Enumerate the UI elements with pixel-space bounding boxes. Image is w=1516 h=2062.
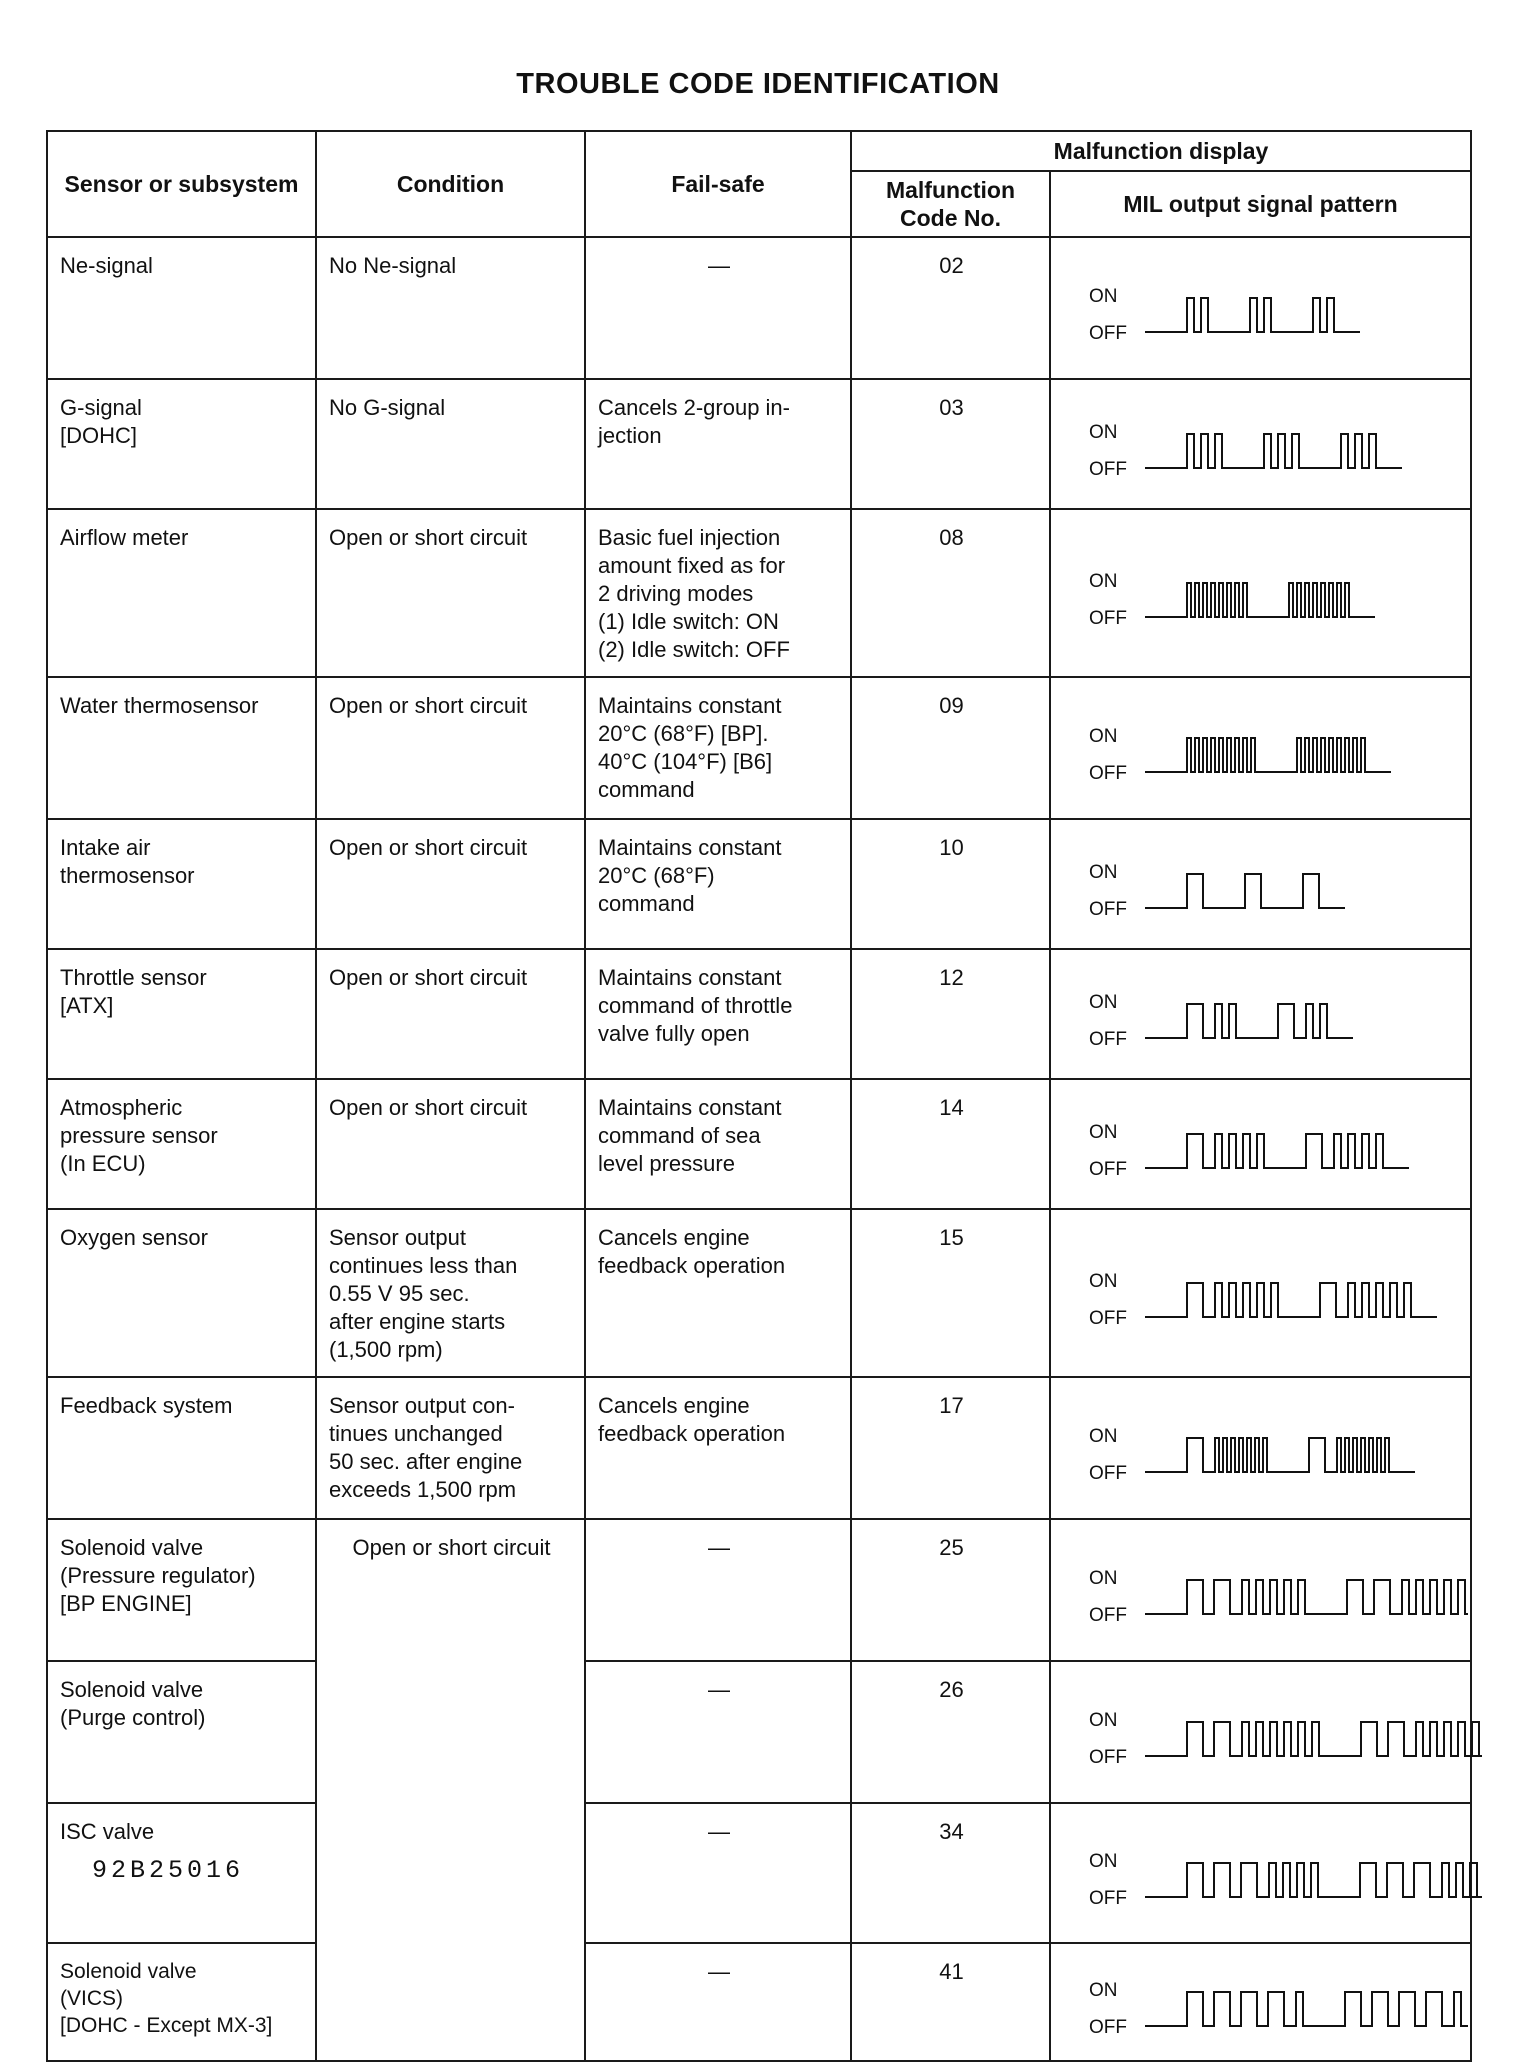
header-failsafe: Fail-safe bbox=[585, 131, 851, 237]
sensor-cell: Oxygen sensor bbox=[47, 1209, 316, 1377]
header-condition: Condition bbox=[316, 131, 585, 237]
signal-cell bbox=[1050, 1803, 1471, 1943]
on-label: ON bbox=[1089, 1710, 1118, 1731]
off-label: OFF bbox=[1089, 1605, 1127, 1626]
table-row bbox=[47, 379, 1471, 509]
failsafe-cell: — bbox=[585, 1943, 851, 2061]
off-label: OFF bbox=[1089, 1747, 1127, 1768]
on-label: ON bbox=[1089, 1568, 1118, 1589]
signal-waveform bbox=[1145, 1134, 1409, 1168]
table-row bbox=[47, 509, 1471, 677]
mil-signal-pattern-15 bbox=[1063, 1224, 1482, 1370]
signal-cell bbox=[1050, 819, 1471, 949]
sensor-cell: Solenoid valve (Pressure regulator) [BP ENGINE] bbox=[47, 1519, 316, 1661]
off-label: OFF bbox=[1089, 1029, 1127, 1050]
failsafe-cell: Basic fuel injection amount fixed as for 2 driving modes (1) Idle switch: ON (2) Idle switch: OFF bbox=[585, 509, 851, 677]
code-cell: 17 bbox=[851, 1377, 1050, 1519]
failsafe-cell: Cancels 2-group in- jection bbox=[585, 379, 851, 509]
mil-signal-pattern-10 bbox=[1063, 834, 1482, 942]
table-row bbox=[47, 949, 1471, 1079]
sensor-cell: Throttle sensor [ATX] bbox=[47, 949, 316, 1079]
signal-cell bbox=[1050, 379, 1471, 509]
failsafe-cell: — bbox=[585, 1661, 851, 1803]
signal-cell bbox=[1050, 1079, 1471, 1209]
failsafe-cell: Maintains constant 20°C (68°F) [BP]. 40°C (104°F) [B6] command bbox=[585, 677, 851, 819]
document-code: 92B25016 bbox=[92, 1856, 245, 1885]
signal-waveform bbox=[1145, 1283, 1437, 1317]
on-label: ON bbox=[1089, 1851, 1118, 1872]
signal-waveform bbox=[1145, 1992, 1468, 2026]
mil-signal-pattern-03 bbox=[1063, 394, 1482, 502]
sensor-cell: G-signal [DOHC] bbox=[47, 379, 316, 509]
on-label: ON bbox=[1089, 1426, 1118, 1447]
signal-cell bbox=[1050, 1661, 1471, 1803]
condition-cell: No Ne-signal bbox=[316, 237, 585, 379]
signal-waveform bbox=[1145, 434, 1402, 468]
on-label: ON bbox=[1089, 862, 1118, 883]
mil-signal-pattern-14 bbox=[1063, 1094, 1482, 1202]
condition-cell: Open or short circuit bbox=[316, 1079, 585, 1209]
signal-waveform bbox=[1145, 1722, 1482, 1756]
sensor-cell: ISC valve bbox=[47, 1803, 316, 1943]
sensor-cell: Solenoid valve (Purge control) bbox=[47, 1661, 316, 1803]
signal-cell bbox=[1050, 949, 1471, 1079]
mil-signal-pattern-25 bbox=[1063, 1534, 1482, 1654]
off-label: OFF bbox=[1089, 323, 1127, 344]
failsafe-cell: — bbox=[585, 1519, 851, 1661]
condition-cell: Open or short circuit bbox=[316, 949, 585, 1079]
on-label: ON bbox=[1089, 286, 1118, 307]
mil-signal-pattern-34 bbox=[1063, 1818, 1482, 1936]
condition-cell: Open or short circuit bbox=[316, 819, 585, 949]
signal-cell bbox=[1050, 1377, 1471, 1519]
signal-cell bbox=[1050, 509, 1471, 677]
failsafe-cell: Maintains constant command of sea level pressure bbox=[585, 1079, 851, 1209]
failsafe-cell: Maintains constant 20°C (68°F) command bbox=[585, 819, 851, 949]
table-row bbox=[47, 1377, 1471, 1519]
off-label: OFF bbox=[1089, 608, 1127, 629]
signal-waveform bbox=[1145, 298, 1360, 332]
sensor-cell: Airflow meter bbox=[47, 509, 316, 677]
code-cell: 34 bbox=[851, 1803, 1050, 1943]
on-label: ON bbox=[1089, 1980, 1118, 2001]
mil-signal-pattern-09 bbox=[1063, 692, 1482, 812]
header-malfunction-display: Malfunction display bbox=[851, 131, 1471, 171]
code-cell: 03 bbox=[851, 379, 1050, 509]
code-cell: 09 bbox=[851, 677, 1050, 819]
on-label: ON bbox=[1089, 1122, 1118, 1143]
table-row bbox=[47, 237, 1471, 379]
signal-waveform bbox=[1145, 1438, 1415, 1472]
on-label: ON bbox=[1089, 422, 1118, 443]
code-cell: 12 bbox=[851, 949, 1050, 1079]
on-label: ON bbox=[1089, 571, 1118, 592]
signal-waveform bbox=[1145, 1863, 1482, 1897]
signal-waveform bbox=[1145, 1580, 1468, 1614]
mil-signal-pattern-17 bbox=[1063, 1392, 1482, 1512]
off-label: OFF bbox=[1089, 763, 1127, 784]
code-cell: 14 bbox=[851, 1079, 1050, 1209]
signal-waveform bbox=[1145, 738, 1391, 772]
failsafe-cell: Maintains constant command of throttle valve fully open bbox=[585, 949, 851, 1079]
signal-waveform bbox=[1145, 874, 1345, 908]
condition-cell: Open or short circuit bbox=[316, 509, 585, 677]
code-cell: 41 bbox=[851, 1943, 1050, 2061]
table-row bbox=[47, 1803, 1471, 1943]
condition-cell: Open or short circuit bbox=[316, 677, 585, 819]
condition-cell: Sensor output continues less than 0.55 V 95 sec. after engine starts (1,500 rpm) bbox=[316, 1209, 585, 1377]
code-cell: 25 bbox=[851, 1519, 1050, 1661]
on-label: ON bbox=[1089, 726, 1118, 747]
page-title: TROUBLE CODE IDENTIFICATION bbox=[516, 68, 1000, 100]
trouble-code-table bbox=[46, 130, 1472, 2062]
failsafe-cell: — bbox=[585, 1803, 851, 1943]
sensor-cell: Feedback system bbox=[47, 1377, 316, 1519]
off-label: OFF bbox=[1089, 1463, 1127, 1484]
signal-waveform bbox=[1145, 583, 1375, 617]
code-cell: 08 bbox=[851, 509, 1050, 677]
signal-cell bbox=[1050, 677, 1471, 819]
signal-cell bbox=[1050, 1209, 1471, 1377]
mil-signal-pattern-41 bbox=[1063, 1958, 1482, 2054]
failsafe-cell: — bbox=[585, 237, 851, 379]
sensor-cell: Intake air thermosensor bbox=[47, 819, 316, 949]
header-code: Malfunction Code No. bbox=[851, 171, 1050, 237]
table-row bbox=[47, 677, 1471, 819]
signal-cell bbox=[1050, 1943, 1471, 2061]
signal-cell bbox=[1050, 237, 1471, 379]
condition-cell: No G-signal bbox=[316, 379, 585, 509]
code-cell: 26 bbox=[851, 1661, 1050, 1803]
failsafe-cell: Cancels engine feedback operation bbox=[585, 1377, 851, 1519]
signal-waveform bbox=[1145, 1004, 1353, 1038]
off-label: OFF bbox=[1089, 1159, 1127, 1180]
table-row bbox=[47, 819, 1471, 949]
table-row bbox=[47, 1661, 1471, 1803]
code-cell: 10 bbox=[851, 819, 1050, 949]
sensor-cell: Water thermosensor bbox=[47, 677, 316, 819]
header-sensor: Sensor or subsystem bbox=[47, 131, 316, 237]
code-cell: 15 bbox=[851, 1209, 1050, 1377]
failsafe-cell: Cancels engine feedback operation bbox=[585, 1209, 851, 1377]
on-label: ON bbox=[1089, 1271, 1118, 1292]
sensor-cell: Solenoid valve (VICS) [DOHC - Except MX-3] bbox=[47, 1943, 316, 2061]
on-label: ON bbox=[1089, 992, 1118, 1013]
shared-condition-cell: Open or short circuit bbox=[316, 1519, 585, 2061]
signal-cell bbox=[1050, 1519, 1471, 1661]
mil-signal-pattern-02 bbox=[1063, 252, 1482, 372]
mil-signal-pattern-26 bbox=[1063, 1676, 1482, 1796]
table-row bbox=[47, 1943, 1471, 2061]
sensor-cell: Ne-signal bbox=[47, 237, 316, 379]
sensor-cell: Atmospheric pressure sensor (In ECU) bbox=[47, 1079, 316, 1209]
off-label: OFF bbox=[1089, 1888, 1127, 1909]
off-label: OFF bbox=[1089, 1308, 1127, 1329]
table-row bbox=[47, 1079, 1471, 1209]
off-label: OFF bbox=[1089, 899, 1127, 920]
header-mil-pattern: MIL output signal pattern bbox=[1050, 171, 1471, 237]
condition-cell: Sensor output con- tinues unchanged 50 sec. after engine exceeds 1,500 rpm bbox=[316, 1377, 585, 1519]
table-row bbox=[47, 1209, 1471, 1377]
mil-signal-pattern-08 bbox=[1063, 524, 1482, 670]
code-cell: 02 bbox=[851, 237, 1050, 379]
mil-signal-pattern-12 bbox=[1063, 964, 1482, 1072]
table-row bbox=[47, 1519, 1471, 1661]
off-label: OFF bbox=[1089, 459, 1127, 480]
off-label: OFF bbox=[1089, 2017, 1127, 2038]
